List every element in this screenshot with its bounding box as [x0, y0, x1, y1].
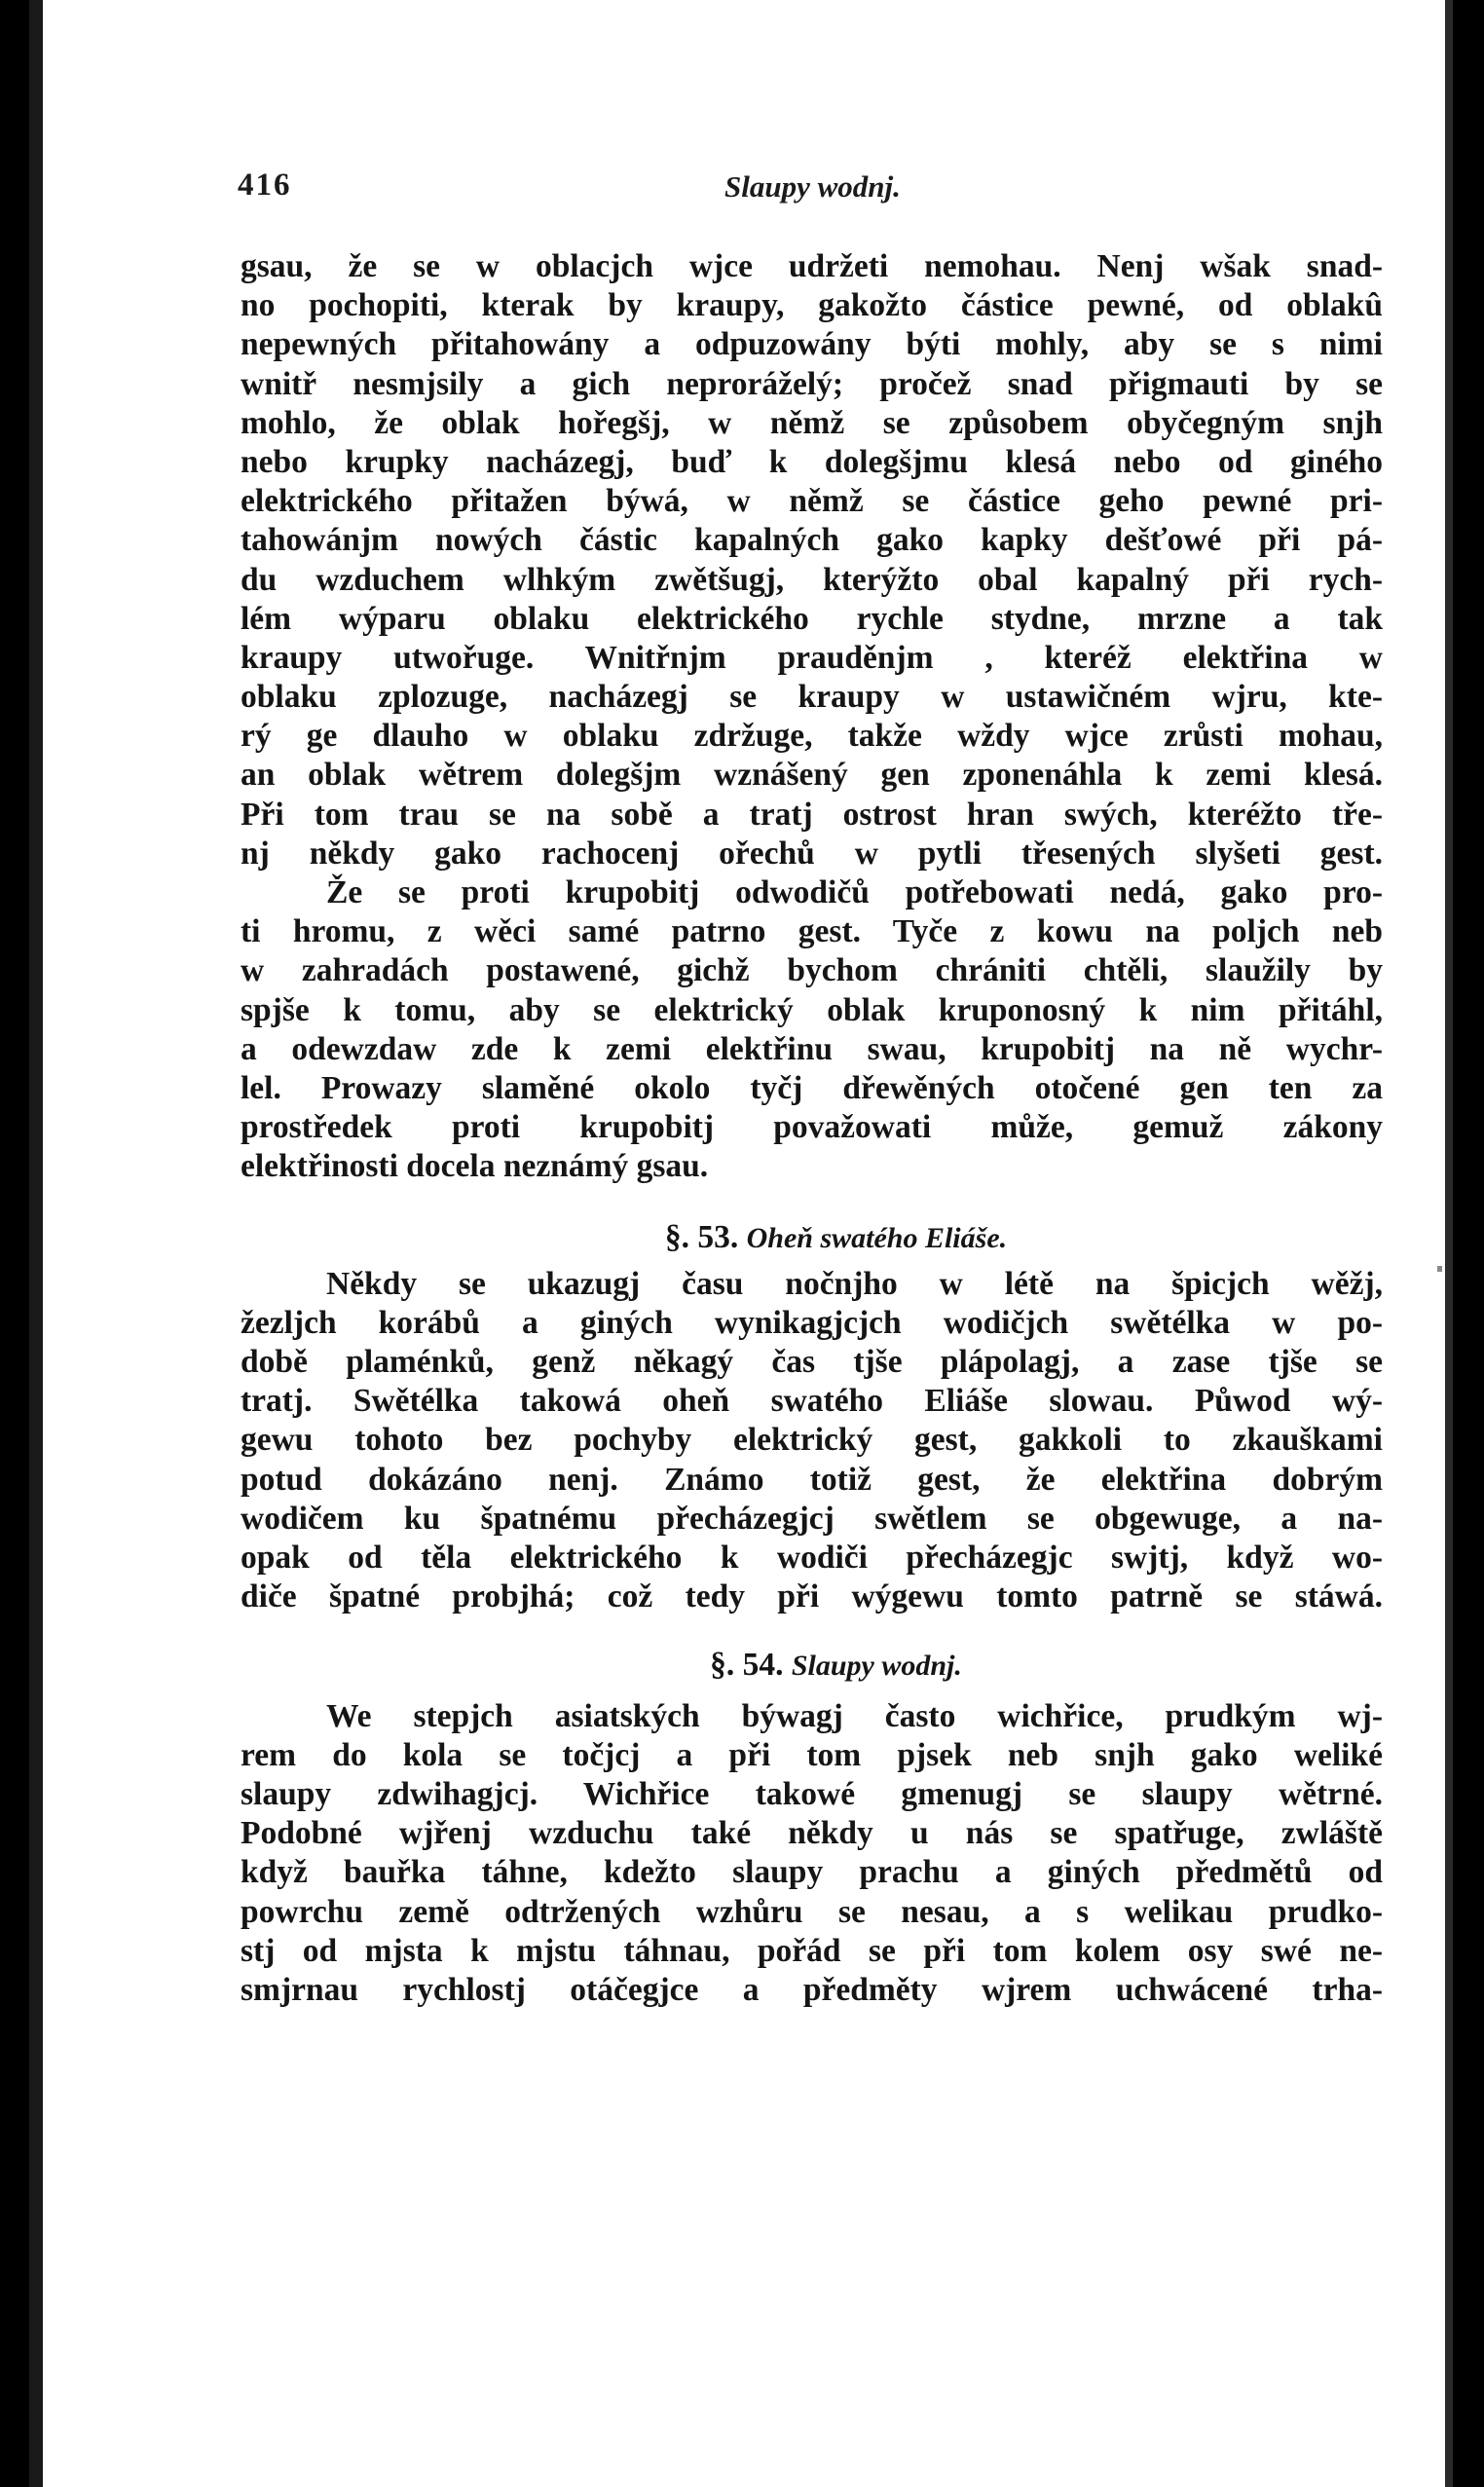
- text-line: no pochopiti, kterak by kraupy, gakožto částice pewné, od oblakû: [241, 287, 1383, 324]
- page-number: 416: [238, 167, 292, 203]
- text-line: mohlo, že oblak hořegšj, w němž se způsobem obyčegným snjh: [241, 404, 1383, 441]
- text-line: We stepjch asiatských býwagj často wichřice, prudkým wj-: [326, 1697, 1383, 1734]
- text-line: wodičem ku špatnému přecházegjcj swětlem se obgewuge, a na-: [241, 1500, 1383, 1537]
- body-text: [241, 247, 1383, 2010]
- text-line: nebo krupky nacházegj, buď k dolegšjmu klesá nebo od giného: [241, 443, 1383, 480]
- text-line: Při tom trau se na sobě a tratj ostrost hran swých, kteréžto tře-: [241, 796, 1383, 833]
- paragraph-water-spouts: [241, 1697, 1383, 2011]
- text-line: ti hromu, z wěci samé patrno gest. Tyče z kowu na poljch neb: [241, 913, 1383, 950]
- text-line: powrchu země odtržených wzhůru se nesau, a s welikau prudko-: [241, 1893, 1383, 1930]
- book-page: [29, 0, 1453, 2487]
- text-line: rý ge dlauho w oblaku zdržuge, takže wždy wjce zrůsti mohau,: [241, 718, 1383, 755]
- text-line: žezljch korábů a giných wynikagjcjch wodičjch swětélka w po-: [241, 1304, 1383, 1341]
- text-line: slaupy zdwihagjcj. Wichřice takowé gmenugj se slaupy wětrné.: [241, 1775, 1383, 1812]
- text-line: elektřinosti docela neznámý gsau.: [241, 1148, 709, 1185]
- text-line: stj od mjsta k mjstu táhnau, pořád se při tom kolem osy swé ne-: [241, 1932, 1383, 1969]
- text-line: nj někdy gako rachocenj ořechů w pytli třesených slyšeti gest.: [241, 835, 1383, 872]
- text-line: smjrnau rychlostj otáčegjce a předměty wjrem uchwácené trha-: [241, 1971, 1383, 2008]
- running-head: Slaupy wodnj.: [724, 169, 901, 204]
- text-line: spjše k tomu, aby se elektrický oblak kruponosný k nim přitáhl,: [241, 991, 1383, 1028]
- text-line: Že se proti krupobitj odwodičů potřebowati nedá, gako pro-: [326, 874, 1383, 910]
- text-line: Někdy se ukazugj času nočnjho w létě na špicjch wěžj,: [326, 1265, 1383, 1302]
- section-heading-54: [241, 1646, 1383, 1685]
- text-line: a odewzdaw zde k zemi elektřinu swau, krupobitj na ně wychr-: [241, 1030, 1383, 1067]
- section-title: Slaupy wodnj.: [791, 1650, 962, 1683]
- text-line: prostředek proti krupobitj považowati může, gemuž zákony: [241, 1109, 1383, 1146]
- text-line: oblaku zplozuge, nacházegj se kraupy w ustawičném wjru, kte-: [241, 679, 1383, 716]
- page-header: [238, 167, 1387, 206]
- paragraph-hail-formation: [241, 247, 1383, 873]
- paragraph-hail-protection: [241, 873, 1383, 1187]
- text-line: gewu tohoto bez pochyby elektrický gest, gakkoli to zkauškami: [241, 1422, 1383, 1459]
- paragraph-st-elmo-fire: [241, 1265, 1383, 1617]
- text-line: diče špatné probjhá; což tedy při wýgewu tomto patrně se stáwá.: [241, 1578, 1383, 1615]
- text-line: elektrického přitažen býwá, w němž se částice geho pewné pri-: [241, 483, 1383, 520]
- text-line: kraupy utwořuge. Wnitřnjm prauděnjm , kteréž elektřina w: [241, 639, 1383, 676]
- text-line: nepewných přitahowány a odpuzowány býti mohly, aby se s nimi: [241, 326, 1383, 363]
- section-title: Oheň swatého Eliáše.: [746, 1221, 1008, 1254]
- section-number: §. 54.: [710, 1647, 784, 1684]
- section-number: §. 53.: [664, 1218, 739, 1255]
- text-line: tratj. Swětélka takowá oheň swatého Eliáše slowau. Půwod wý-: [241, 1383, 1383, 1420]
- text-line: když bauřka táhne, kdežto slaupy prachu a giných předmětů od: [241, 1854, 1383, 1891]
- text-line: gsau, že se w oblacjch wjce udržeti nemohau. Nenj wšak snad-: [241, 248, 1383, 284]
- text-line: Podobné wjřenj wzduchu také někdy u nás se spatřuge, zwláště: [241, 1815, 1383, 1852]
- text-line: an oblak wětrem dolegšjm wznášený gen zponenáhla k zemi klesá.: [241, 757, 1383, 794]
- text-line: lel. Prowazy slaměné okolo tyčj dřewěných otočené gen ten za: [241, 1069, 1383, 1106]
- text-line: wnitř nesmjsily a gich neproráželý; pročež snad přigmauti by se: [241, 365, 1383, 402]
- text-line: du wzduchem wlhkým zwětšugj, kterýžto obal kapalný při rych-: [241, 561, 1383, 598]
- text-line: rem do kola se točjcj a při tom pjsek neb snjh gako weliké: [241, 1736, 1383, 1773]
- text-line: potud dokázáno nenj. Známo totiž gest, že elektřina dobrým: [241, 1461, 1383, 1498]
- text-line: tahowánjm nowých částic kapalných gako kapky dešťowé při pá-: [241, 522, 1383, 559]
- text-line: opak od těla elektrického k wodiči přecházegjc swjtj, když wo-: [241, 1540, 1383, 1576]
- text-line: w zahradách postawené, gichž bychom chrániti chtěli, slaužily by: [241, 952, 1383, 989]
- text-line: lém wýparu oblaku elektrického rychle stydne, mrzne a tak: [241, 600, 1383, 637]
- text-line: době plaménků, genž někagý čas tjše plápolagj, a zase tjše se: [241, 1344, 1383, 1381]
- margin-speck: [1437, 1266, 1442, 1272]
- section-heading-53: [241, 1218, 1383, 1257]
